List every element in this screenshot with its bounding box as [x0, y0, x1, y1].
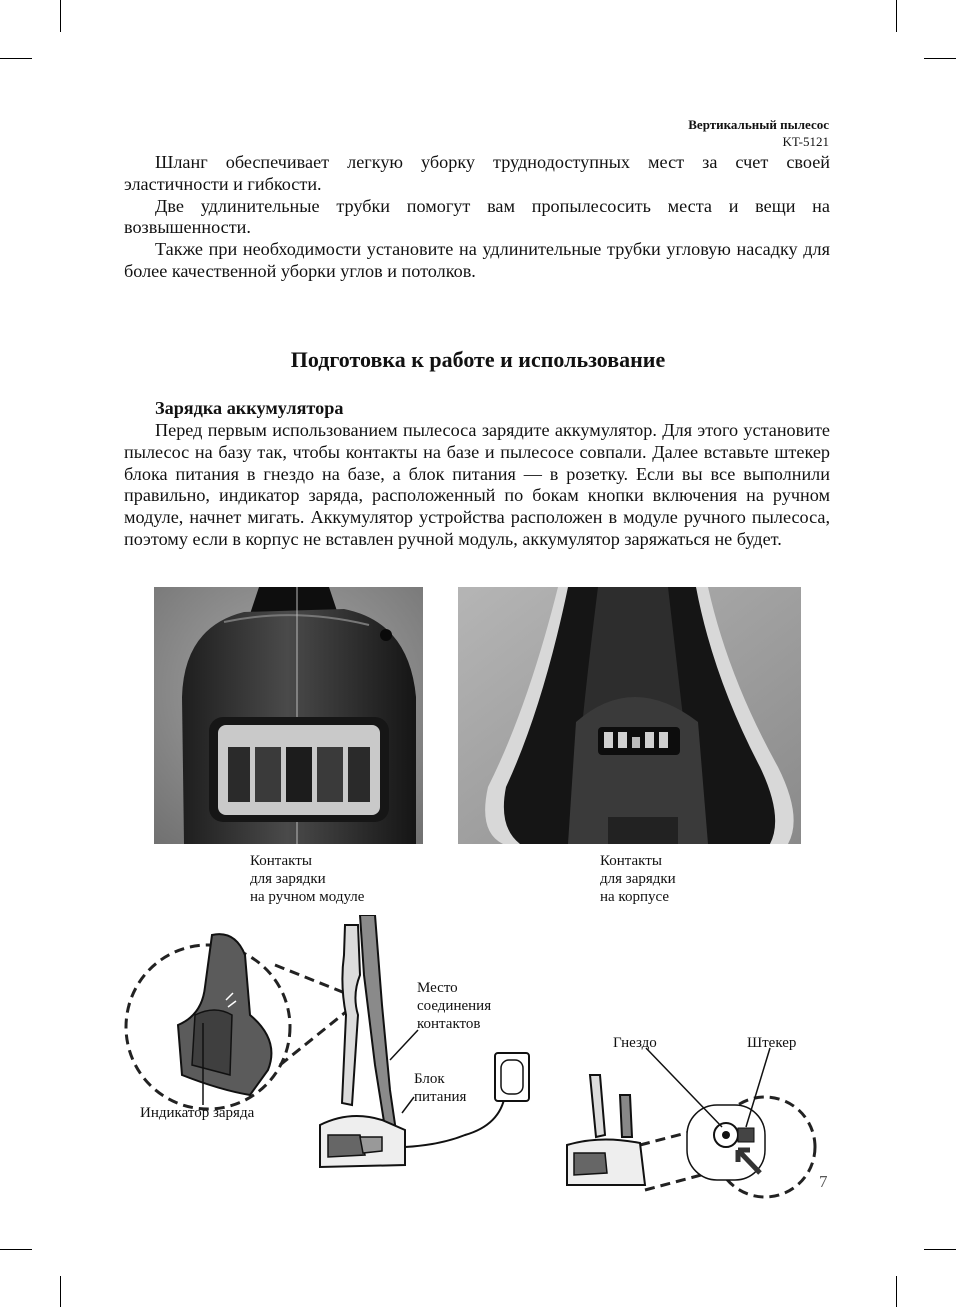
header-title: Вертикальный пылесос	[688, 117, 829, 132]
photo-handheld-contacts	[154, 587, 423, 844]
crop-mark	[896, 0, 897, 32]
body-paragraph: Перед первым использованием пылесоса зарядите аккумулятор. Для этого установите пылесос на базу так, чтобы контакты на базе и пылесосе совпали. Далее вставьте штекер блока питания в гнездо на базе, а блок питания — в розетку. Если вы все выполнили правильно, индикатор заряда, расположенный по бокам кнопки включения на ручном модуле, начнет мигать. Аккумулятор устройства расположен в модуле ручного пылесоса, поэтому если в корпус не вставлен ручной модуль, аккумулятор заряжаться не будет.	[124, 420, 830, 549]
intro-paragraph: Шланг обеспечивает легкую уборку труднодоступных мест за счет своей эластичности и гибкости.	[124, 152, 830, 194]
intro-paragraph: Две удлинительные трубки помогут вам пропылесосить места и вещи на возвышенности.	[124, 195, 830, 238]
body-text	[124, 420, 830, 551]
intro-paragraph: Также при необходимости установите на удлинительные трубки угловую насадку для более качественной уборки углов и потолков.	[124, 239, 830, 281]
crop-mark	[60, 1276, 61, 1307]
caption-handheld-contacts: Контакты для зарядки на ручном модуле	[250, 853, 365, 905]
crop-mark	[60, 0, 61, 32]
label-charge-indicator: Индикатор заряда	[140, 1105, 255, 1121]
crop-mark	[924, 1249, 956, 1250]
label-plug: Штекер	[747, 1035, 797, 1051]
crop-mark	[0, 58, 32, 59]
charging-diagram	[120, 915, 820, 1200]
label-contact-junction: Место соединения контактов	[417, 980, 492, 1032]
running-header	[688, 116, 829, 150]
crop-mark	[0, 1249, 32, 1250]
intro-text	[124, 152, 830, 283]
crop-mark	[924, 58, 956, 59]
header-model: KT-5121	[782, 134, 829, 149]
photo-body-contacts	[458, 587, 801, 844]
label-power-supply: Блок питания	[414, 1071, 467, 1105]
subsection-title: Зарядка аккумулятора	[155, 398, 344, 418]
label-socket: Гнездо	[613, 1035, 657, 1051]
page-number: 7	[819, 1172, 828, 1191]
caption-body-contacts: Контакты для зарядки на корпусе	[600, 853, 676, 905]
section-title: Подготовка к работе и использование	[290, 347, 666, 372]
crop-mark	[896, 1276, 897, 1307]
